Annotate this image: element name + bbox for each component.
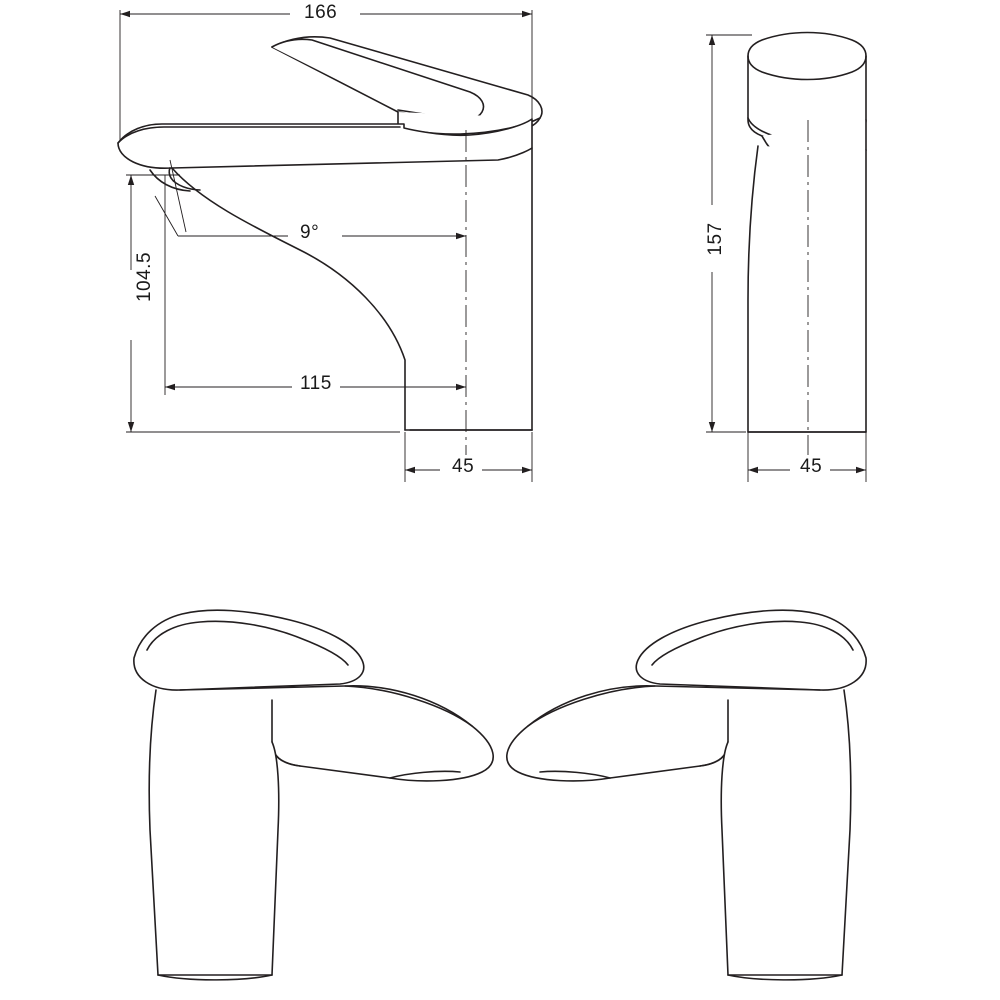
perspective-right-view xyxy=(507,610,866,980)
front-elevation-view xyxy=(118,37,542,430)
dim-104-5 xyxy=(126,175,400,432)
side-elevation-view xyxy=(748,33,866,433)
dim-label-104-5: 104.5 xyxy=(134,251,155,303)
dim-label-45-side: 45 xyxy=(800,456,823,477)
dim-115 xyxy=(165,175,466,395)
perspective-left-view xyxy=(134,610,493,980)
dim-label-166: 166 xyxy=(304,2,338,23)
dim-label-9-deg: 9° xyxy=(300,222,320,243)
dim-label-45-front: 45 xyxy=(452,456,475,477)
dim-label-157: 157 xyxy=(705,222,726,256)
dim-label-115: 115 xyxy=(300,373,332,394)
